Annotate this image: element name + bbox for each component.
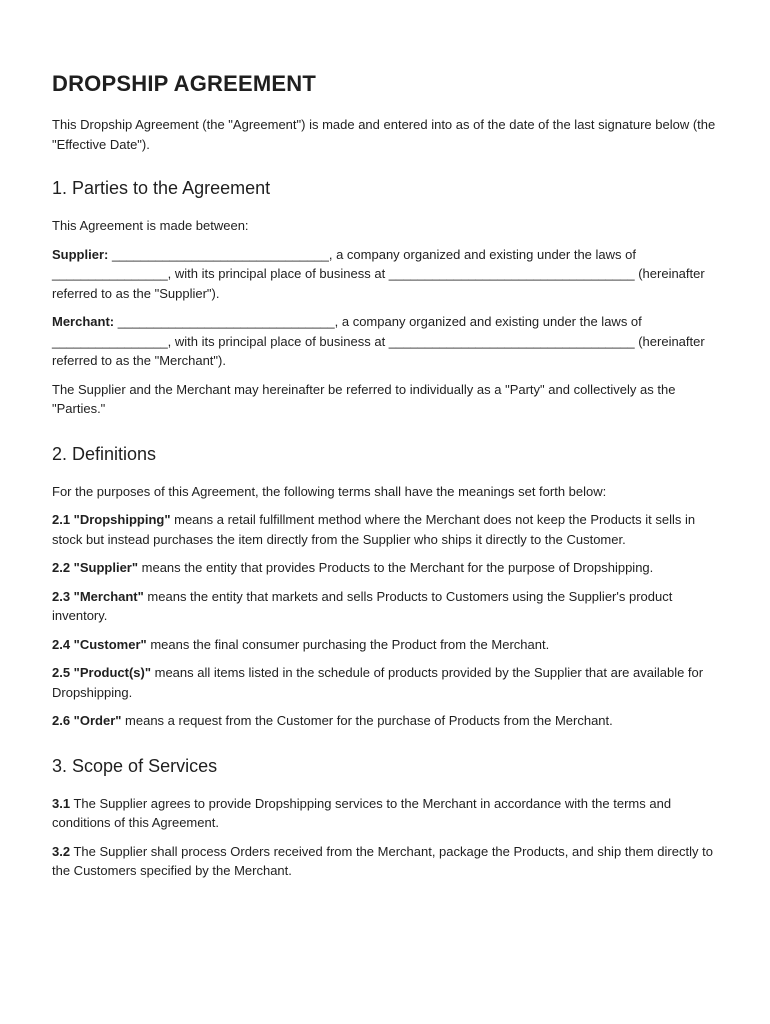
scope-clause bbox=[52, 794, 718, 833]
clause-text: The Supplier agrees to provide Dropshipping services to the Merchant in accordance with the terms and conditions of this Agreement. bbox=[52, 795, 672, 830]
definition-term: 2.6 "Order" bbox=[52, 713, 122, 728]
definition-item bbox=[52, 510, 718, 549]
definition-text: means the final consumer purchasing the Product from the Merchant. bbox=[146, 636, 550, 652]
scope-clause bbox=[52, 842, 718, 881]
definition-text: means all items listed in the schedule of products provided by the Supplier that are available for Dropshipping. bbox=[52, 665, 704, 700]
definition-term: 2.1 "Dropshipping" bbox=[52, 512, 171, 527]
clause-number: 3.2 bbox=[52, 843, 71, 859]
merchant-text: ______________________________, a company organized and existing under the laws of ________________, with its principal place of business at __________________________________ (hereinafter referred to as the "Merchant"). bbox=[52, 314, 705, 368]
supplier-label: Supplier: bbox=[52, 246, 109, 262]
merchant-clause bbox=[52, 312, 718, 371]
merchant-label: Merchant: bbox=[52, 314, 115, 329]
definitions-lead: For the purposes of this Agreement, the following terms shall have the meanings set forth below: bbox=[52, 483, 607, 499]
section-heading-parties: 1. Parties to the Agreement bbox=[52, 178, 271, 198]
clause-text: The Supplier shall process Orders received from the Merchant, package the Products, and ship them directly to the Customers specified by the Merchant. bbox=[52, 843, 713, 878]
definition-item bbox=[52, 663, 718, 702]
definition-text: means a request from the Customer for the purchase of Products from the Merchant. bbox=[121, 713, 613, 728]
definition-item bbox=[52, 558, 718, 578]
supplier-clause bbox=[52, 245, 718, 304]
definition-item bbox=[52, 711, 718, 731]
definition-term: 2.5 "Product(s)" bbox=[52, 665, 152, 680]
section-heading-definitions: 2. Definitions bbox=[52, 443, 157, 464]
definition-text: means the entity that provides Products to the Merchant for the purpose of Dropshipping. bbox=[138, 560, 654, 575]
definition-term: 2.3 "Merchant" bbox=[52, 588, 144, 604]
clause-number: 3.1 bbox=[52, 795, 71, 811]
definition-item bbox=[52, 635, 718, 655]
definition-term: 2.4 "Customer" bbox=[52, 636, 147, 652]
definition-text: means the entity that markets and sells Products to Customers using the Supplier's product inventory. bbox=[52, 588, 673, 623]
document-title: DROPSHIP AGREEMENT bbox=[52, 71, 316, 96]
definition-text: means a retail fulfillment method where the Merchant does not keep the Products it sells in stock but instead purchases the item directly from the Supplier who ships it directly to the Customer. bbox=[52, 512, 696, 547]
definition-term: 2.2 "Supplier" bbox=[52, 560, 139, 575]
intro-paragraph: This Dropship Agreement (the "Agreement") is made and entered into as of the date of the last signature below (the "Effective Date"). bbox=[52, 117, 716, 152]
supplier-text: ______________________________, a company organized and existing under the laws of ________________, with its principal place of business at __________________________________ (hereinafter referred to as the "Supplier"). bbox=[52, 246, 705, 301]
definition-item bbox=[52, 587, 718, 626]
section-heading-scope: 3. Scope of Services bbox=[52, 755, 218, 776]
parties-lead: This Agreement is made between: bbox=[52, 218, 249, 233]
parties-closing: The Supplier and the Merchant may hereinafter be referred to individually as a "Party" and collectively as the "Parties." bbox=[52, 381, 676, 416]
